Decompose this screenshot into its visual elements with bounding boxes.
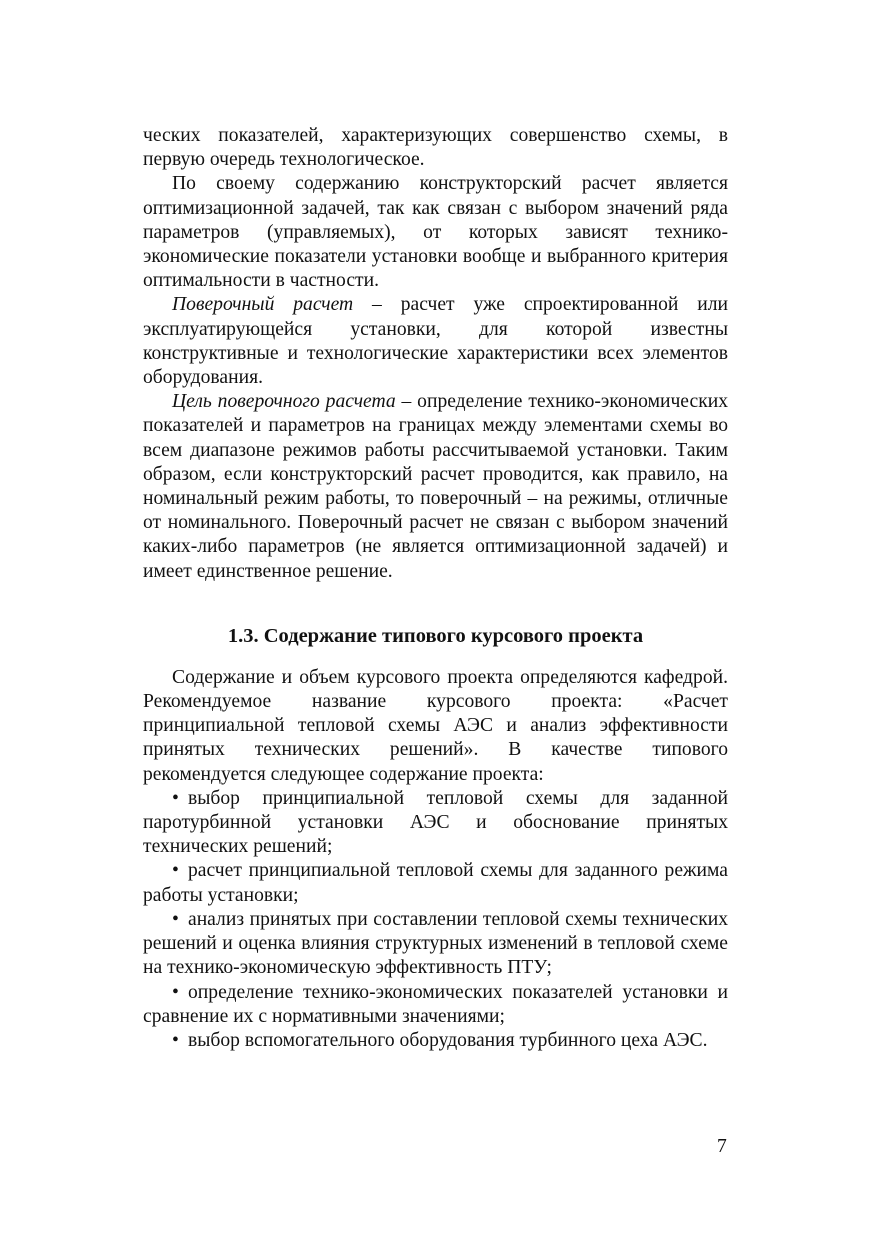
bullet-icon: • (172, 981, 179, 1003)
bullet-icon: • (172, 860, 179, 882)
list-item (143, 1029, 728, 1053)
term-verification-calculation: Поверочный расчет (172, 294, 354, 316)
list-item (143, 859, 728, 907)
paragraph-project-contents: Содержание и объем курсового проекта определяются кафедрой. Рекомендуемое название курсового проекта: «Расчет принципиальной тепловой схемы АЭС и анализ эффективности принятых технических решений». В качестве типового рекомендуется следующее содержание проекта: (143, 666, 728, 785)
list-item (143, 981, 728, 1029)
list-item (143, 787, 728, 860)
list-item-text: анализ принятых при составлении тепловой схемы технических решений и оценка влияния структурных изменений в тепловой схеме на технико-экономическую эффективность ПТУ; (143, 908, 728, 979)
paragraph-verification-calculation (143, 293, 728, 390)
list-item-text: определение технико-экономических показателей установки и сравнение их с нормативными значениями; (143, 981, 728, 1027)
page-number: 7 (717, 1136, 727, 1157)
list-item (143, 908, 728, 981)
section-heading: 1.3. Содержание типового курсового проекта (227, 624, 644, 647)
paragraph-continuation: ческих показателей, характеризующих совершенство схемы, в первую очередь технологическое. (143, 125, 728, 171)
definition-verification-calculation: – расчет уже спроектированной или эксплуатирующейся установки, для которой известны конструктивные и технологические характеристики всех элементов оборудования. (143, 294, 728, 389)
list-item-text: выбор принципиальной тепловой схемы для заданной паротурбинной установки АЭС и обоснование принятых технических решений; (143, 787, 728, 858)
definition-verification-goal: – определение технико-экономических показателей и параметров на границах между элементами схемы во всем диапазоне режимов работы рассчитываемой установки. Таким образом, если конструкторский расчет проводится, как правило, на номинальный режим работы, то поверочный – на режимы, отличные от номинального. Поверочный расчет не связан с выбором значений каких-либо параметров (не является оптимизационной задачей) и имеет единственное решение. (143, 391, 728, 582)
bullet-icon: • (172, 787, 179, 809)
list-item-text: выбор вспомогательного оборудования турбинного цеха АЭС. (188, 1029, 708, 1051)
bullet-icon: • (172, 908, 179, 930)
bullet-icon: • (172, 1029, 179, 1051)
list-item-text: расчет принципиальной тепловой схемы для заданного режима работы установки; (143, 860, 728, 906)
paragraph-design-calculation: По своему содержанию конструкторский расчет является оптимизационной задачей, так как связан с выбором значений ряда параметров (управляемых), от которых зависят технико-экономические показатели установки вообще и выбранного критерия оптимальности в частности. (143, 173, 728, 292)
page-body (143, 124, 728, 1053)
paragraph-verification-goal (143, 390, 728, 584)
term-verification-goal: Цель поверочного расчета (172, 391, 396, 413)
